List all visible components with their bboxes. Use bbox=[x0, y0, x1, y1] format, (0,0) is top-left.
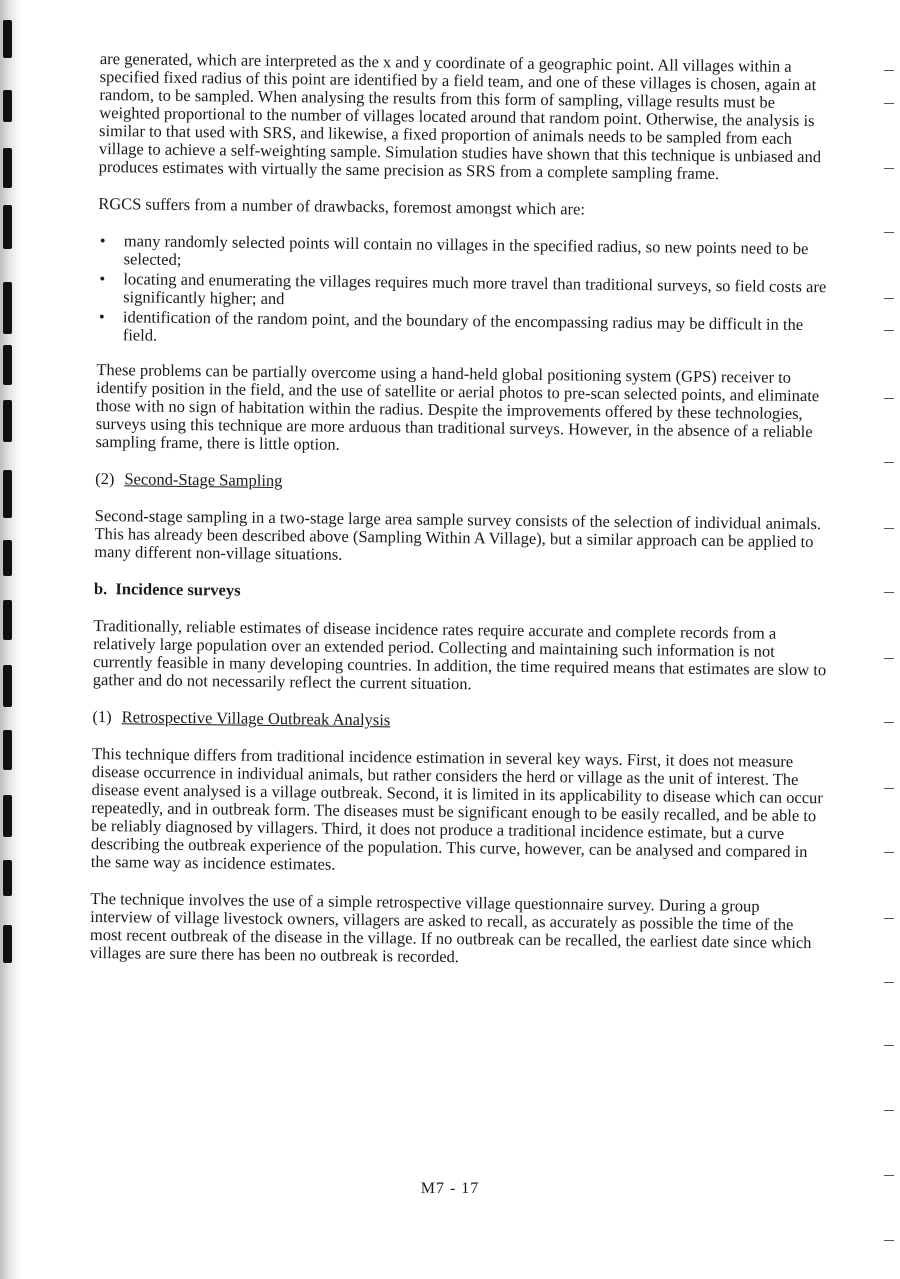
scan-tick bbox=[884, 918, 894, 919]
binding-mark bbox=[3, 795, 12, 837]
scan-tick bbox=[884, 982, 894, 983]
paragraph-intro: are generated, which are interpreted as the x and y coordinate of a geographic point. All villages within a specified fixed radius of this point are identified by a field team, and one of these villages is chosen, again at random, to be sampled. When analysing the results from this form of sampling, village results must be weighted proportional to the number of villages located around that random point. Otherwise, the analysis is similar to that used with SRS, and likewise, a fixed proportion of animals needs to be sampled from each village to achieve a self-weighting sample. Simulation studies have shown that this technique is unbiased and produces estimates with virtually the same precision as SRS from a complete sampling frame. bbox=[98, 49, 822, 184]
binding-mark bbox=[3, 600, 12, 640]
scan-tick bbox=[884, 852, 894, 853]
scan-tick bbox=[884, 168, 894, 169]
scan-tick bbox=[884, 330, 894, 331]
heading-title: Retrospective Village Outbreak Analysis bbox=[121, 707, 391, 730]
scan-tick bbox=[884, 722, 894, 723]
binding-mark bbox=[3, 400, 12, 442]
heading-incidence-surveys bbox=[94, 580, 828, 606]
scan-tick bbox=[884, 592, 894, 593]
bullet-icon: • bbox=[99, 269, 106, 289]
binding-mark bbox=[3, 860, 12, 896]
binding-mark bbox=[3, 925, 12, 963]
scan-tick bbox=[884, 298, 894, 299]
binding-mark bbox=[3, 282, 12, 334]
binding-mark bbox=[3, 730, 12, 770]
binding-mark bbox=[3, 470, 12, 518]
list-item bbox=[97, 308, 831, 352]
page-number: M7 - 17 bbox=[420, 1180, 480, 1197]
paragraph-second-stage: Second-stage sampling in a two-stage large area sample survey consists of the selection of individual animals. This has already been described above (Sampling Within A Village), but a similar approach can be applied to many different non-village situations. bbox=[94, 505, 822, 564]
scan-tick bbox=[884, 103, 894, 104]
drawbacks-list bbox=[97, 232, 832, 352]
list-item-text: locating and enumerating the villages requires much more travel than traditional surveys, so field costs are significantly higher; and bbox=[123, 269, 827, 309]
scan-tick bbox=[884, 788, 894, 789]
scan-tick bbox=[884, 1110, 894, 1111]
scan-tick bbox=[884, 462, 894, 463]
heading-number: b. bbox=[93, 578, 108, 599]
heading-number: (2) bbox=[95, 468, 115, 489]
scan-tick bbox=[884, 1175, 894, 1176]
heading-second-stage-sampling bbox=[95, 470, 829, 496]
paragraph-rgcs-drawbacks: RGCS suffers from a number of drawbacks, foremost amongst which are: bbox=[98, 193, 586, 219]
bullet-icon: • bbox=[99, 231, 106, 251]
binding-mark bbox=[3, 345, 12, 385]
list-item-text: many randomly selected points will contain no villages in the specified radius, so new points need to be selected; bbox=[123, 231, 809, 269]
binding-mark bbox=[3, 20, 12, 58]
scan-tick bbox=[884, 398, 894, 399]
paragraph-gps: These problems can be partially overcome using a hand-held global positioning system (GPS) receiver to identify position in the field, and the use of satellite or aerial photos to pre-scan selected points, and eliminate those with no sign of habitation within the radius. Despite the improvements offered by these technologies, surveys using this technique are more arduous than traditional surveys. However, in the absence of a reliable sampling frame, there is little option. bbox=[95, 359, 820, 454]
paragraph-technique-differs: This technique differs from traditional incidence estimation in several key ways. First, it does not measure disease occurrence in individual animals, but rather considers the herd or village as the unit of interest. The disease event analysed is a village outbreak. Second, it is limited in its applicability to disease which can occur repeatedly, and in outbreak form. The diseases must be significant enough to be easily recalled, and be able to be reliably diagnosed by villagers. Third, it does not produce a traditional incidence estimate, but a curve describing the outbreak experience of the population. This curve, however, can be analysed and compared in the same way as incidence estimates. bbox=[90, 743, 823, 874]
heading-title: Second-Stage Sampling bbox=[124, 469, 283, 491]
heading-title: Incidence surveys bbox=[115, 579, 241, 600]
paragraph-incidence: Traditionally, reliable estimates of disease incidence rates require accurate and complete records from a relatively large population over an extended period. Collecting and maintaining such information is not currently feasible in many developing countries. In addition, the time required means that estimates are slow to gather and do not necessarily reflect the current situation. bbox=[92, 615, 827, 694]
document-body bbox=[89, 50, 834, 989]
scan-tick bbox=[884, 232, 894, 233]
scan-tick bbox=[884, 70, 894, 71]
binding-mark bbox=[3, 540, 12, 576]
list-item-text: identification of the random point, and the boundary of the encompassing radius may be difficult in the field. bbox=[122, 307, 804, 345]
binding-mark bbox=[3, 90, 12, 122]
paragraph-technique-involves: The technique involves the use of a simple retrospective village questionnaire survey. During a group interview of village livestock owners, villagers are asked to recall, as accurately as possible the time of the most recent outbreak of the disease in the village. If no outbreak can be recalled, the earliest date since which villages are sure there has been no outbreak is recorded. bbox=[89, 888, 812, 967]
scan-edge-left bbox=[0, 0, 22, 1279]
heading-number: (1) bbox=[92, 706, 112, 727]
bullet-icon: • bbox=[98, 307, 105, 327]
heading-retrospective-outbreak-analysis bbox=[92, 708, 826, 734]
scan-tick bbox=[884, 658, 894, 659]
scan-tick bbox=[884, 1045, 894, 1046]
binding-mark bbox=[3, 205, 12, 249]
scan-tick bbox=[884, 528, 894, 529]
binding-mark bbox=[3, 148, 12, 188]
scan-tick bbox=[884, 1240, 894, 1241]
binding-mark bbox=[3, 665, 12, 707]
